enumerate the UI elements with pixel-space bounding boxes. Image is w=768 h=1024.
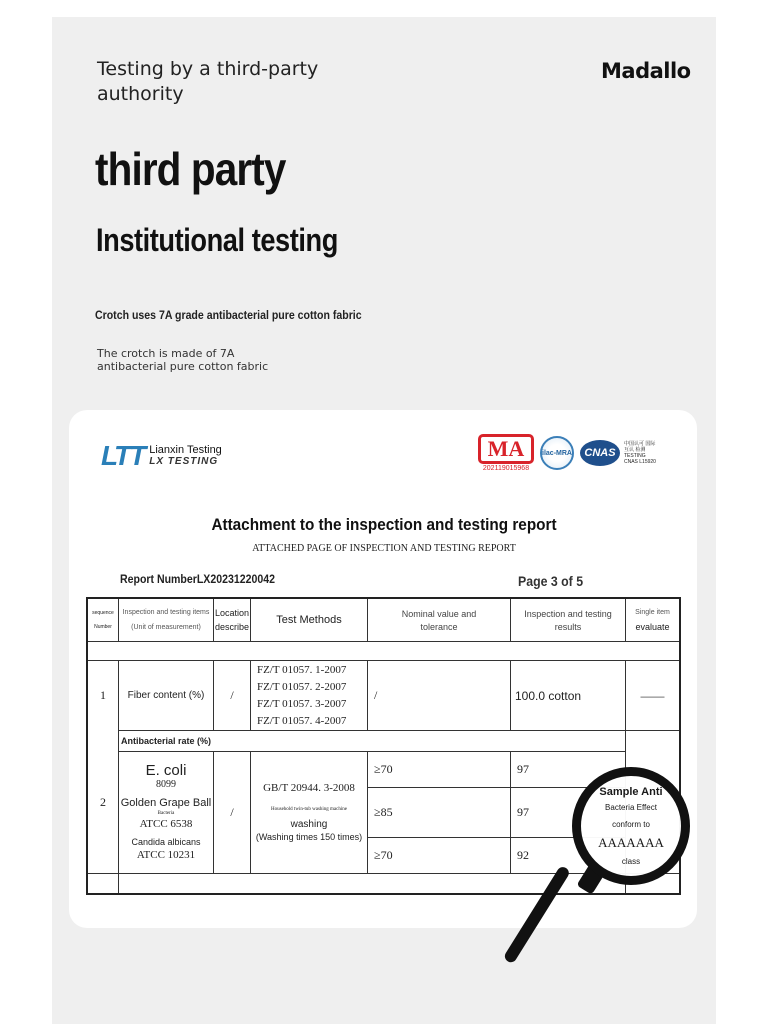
subhead: Crotch uses 7A grade antibacterial pure cotton fabric	[95, 308, 362, 322]
brand-logo: Madallo	[601, 59, 691, 83]
lens-line-3: conform to	[612, 820, 650, 829]
row2-method-machine: Household twin-tub washing machine	[271, 806, 347, 812]
header-sequence-line2: Number	[94, 624, 112, 630]
header-nominal	[368, 599, 510, 641]
header-location-line1: Location	[214, 608, 250, 618]
lens-line-1: Sample Anti	[599, 786, 663, 798]
strain-2-name: Golden Grape Ball	[120, 796, 212, 809]
cma-seal	[478, 434, 534, 472]
row1-methods	[251, 661, 367, 730]
lab-logo-mark: LTT	[101, 440, 145, 471]
strain-2-result: 97	[517, 805, 529, 819]
cnas-text: 中国认可 国际互认 检测 TESTING CNAS L15920	[624, 441, 656, 465]
header-results-line2: results	[554, 621, 582, 632]
header-sequence-line1: sequence	[92, 610, 114, 616]
report-number: Report NumberLX20231220042	[120, 572, 275, 586]
cma-mark: MA	[478, 434, 534, 464]
header-location-line2: describe	[214, 622, 250, 632]
lab-logo	[101, 440, 222, 472]
header-single-line2: evaluate	[635, 621, 670, 632]
report-subtitle: ATTACHED PAGE OF INSPECTION AND TESTING REPORT	[252, 543, 516, 554]
headline-secondary: Institutional testing	[96, 222, 338, 258]
header-methods-label: Test Methods	[276, 614, 342, 626]
row1-item: Fiber content (%)	[127, 690, 205, 701]
row1-location: /	[230, 688, 234, 702]
row1-sequence: 1	[100, 688, 106, 702]
strain-3-name: Candida albicans	[131, 836, 201, 847]
row1-evaluate: ——	[640, 688, 665, 703]
strain-3-result: 92	[517, 848, 529, 862]
strain-2-kind: Bacteria	[157, 810, 175, 816]
report-title: Attachment to the inspection and testing report	[211, 515, 557, 534]
row1-method-3: FZ/T 01057. 3-2007	[257, 697, 347, 710]
row2-method-washing: washing	[290, 818, 328, 830]
row2-group-label: Antibacterial rate (%)	[121, 736, 212, 746]
header-results-line1: Inspection and testing	[524, 608, 612, 619]
header-single-line1: Single item	[635, 608, 670, 616]
strain-3-nominal: ≥70	[374, 848, 393, 862]
row2-methods	[251, 752, 367, 873]
row2-method-standard: GB/T 20944. 3-2008	[263, 781, 355, 794]
accreditation-logos	[478, 434, 658, 472]
header-sequence	[88, 599, 118, 641]
row2-strains	[119, 752, 213, 873]
strain-1-name: E. coli	[145, 761, 187, 779]
header-item-line2: (Unit of measurement)	[131, 624, 201, 631]
header-item-line1: Inspection and testing items	[122, 609, 210, 616]
row1-method-4: FZ/T 01057. 4-2007	[257, 714, 347, 727]
header-methods	[251, 599, 367, 641]
tagline: Testing by a third-party authority	[97, 58, 319, 105]
row2-method-times: (Washing times 150 times)	[255, 831, 363, 842]
lens-line-4: AAAAAAA	[598, 835, 664, 850]
strain-1-result: 97	[517, 762, 529, 776]
magnifier-lens	[572, 767, 690, 885]
strain-1-code: 8099	[156, 778, 176, 790]
row2-sequence: 2	[100, 794, 106, 809]
lab-name: Lianxin Testing	[149, 444, 222, 456]
row2-location: /	[230, 805, 234, 819]
lens-line-2: Bacteria Effect	[605, 803, 657, 812]
lab-subname: LX TESTING	[149, 456, 219, 467]
headline-primary: third party	[95, 143, 286, 195]
row1-method-1: FZ/T 01057. 1-2007	[257, 663, 347, 676]
header-results	[511, 599, 625, 641]
header-location	[214, 599, 250, 641]
row1-result: 100.0 cotton	[515, 688, 582, 703]
row1-method-2: FZ/T 01057. 2-2007	[257, 680, 347, 693]
header-single-evaluate	[626, 599, 679, 641]
strain-2-nominal: ≥85	[374, 805, 393, 819]
lens-line-5: class	[621, 857, 641, 866]
strain-1-nominal: ≥70	[374, 762, 393, 776]
strain-2-code: ATCC 6538	[139, 817, 193, 830]
page-indicator: Page 3 of 5	[518, 573, 584, 589]
cnas-icon: CNAS	[580, 440, 620, 466]
header-nominal-line2: tolerance	[420, 621, 458, 632]
strain-3-code: ATCC 10231	[136, 848, 196, 861]
row1-nominal: /	[374, 688, 378, 702]
description: The crotch is made of 7A antibacterial pure cotton fabric	[97, 347, 269, 373]
magnifier-graphic	[530, 760, 700, 975]
header-item	[119, 599, 213, 641]
cma-number: 202119015968	[482, 465, 530, 472]
ilac-mra-icon: ilac-MRA	[540, 436, 574, 470]
header-nominal-line1: Nominal value and	[401, 608, 477, 619]
